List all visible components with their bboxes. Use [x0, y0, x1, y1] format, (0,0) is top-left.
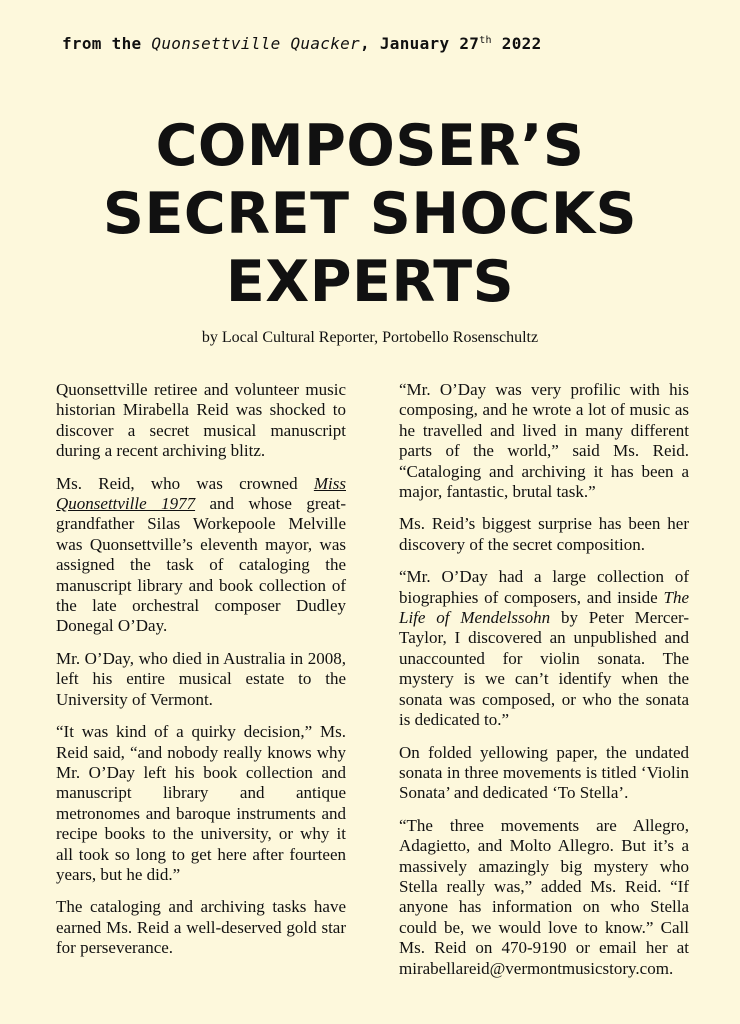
paragraph: “It was kind of a quirky decision,” Ms. Reid said, “and nobody really knows why Mr. O’Day left his book collection and manuscript library and antique metronomes and baroque instruments and recipe books to the university, or why it all took so long to get here after fourteen years, but he did.”: [56, 722, 346, 884]
byline: by Local Cultural Reporter, Portobello Rosenschultz: [201, 329, 539, 346]
headline-line-2: SECRET SHOCKS: [102, 181, 638, 247]
article-column-left: [56, 380, 346, 971]
paragraph: “The three movements are Allegro, Adagietto, and Molto Allegro. But it’s a massively amazingly big mystery who Stella really was,” added Ms. Reid. “If anyone has information on who Stella could be, we would love to know.” Call Ms. Reid on 470-9190 or email her at mirabellareid@vermontmusicstory.com.: [399, 815, 689, 978]
dateline-month: January 27: [379, 34, 480, 53]
headline: [60, 112, 680, 316]
paragraph: “Mr. O’Day was very profilic with his composing, and he wrote a lot of music as he travelled and lived in many different parts of the world,” said Ms. Reid. “Cataloging and archiving it has been a major, fantastic, brutal task.”: [399, 380, 689, 502]
dateline-comma: ,: [360, 34, 370, 53]
paragraph-text: and whose great-grandfather Silas Workepoole Melville was Quonsettville’s eleventh mayor, was assigned the task of cataloging the manuscript library and book collection of the late orchestral composer Dudley Donegal O’Day.: [56, 494, 346, 636]
paragraph: The cataloging and archiving tasks have earned Ms. Reid a well-deserved gold star for perseverance.: [56, 897, 346, 958]
dateline-prefix: from the: [62, 34, 142, 53]
headline-line-1: COMPOSER’S: [155, 113, 585, 179]
dateline-day-suffix: th: [479, 35, 492, 46]
paragraph: Quonsettville retiree and volunteer music historian Mirabella Reid was shocked to discover a secret musical manuscript during a recent archiving blitz.: [56, 380, 346, 461]
paragraph: Ms. Reid’s biggest surprise has been her discovery of the secret composition.: [399, 514, 689, 554]
paragraph: [399, 567, 689, 730]
book-title: The Life of Mendelssohn: [399, 587, 689, 628]
dateline-year: 2022: [491, 34, 542, 53]
paragraph: On folded yellowing paper, the undated sonata in three movements is titled ‘Violin Sonata’ and dedicated ‘To Stella’.: [399, 742, 689, 803]
pageant-title: Miss Quonsettville 1977: [56, 473, 346, 514]
paragraph-text: by Peter Mercer-Taylor, I discovered an unpublished and unaccounted for violin sonata. The mystery is we can’t identify when the sonata was composed, or who the sonata is dedicated to.”: [399, 608, 689, 730]
article-column-right: [399, 380, 689, 991]
paragraph: Mr. O’Day, who died in Australia in 2008, left his entire musical estate to the University of Vermont.: [56, 648, 346, 709]
headline-line-3: EXPERTS: [225, 249, 515, 315]
paragraph-text: “Mr. O’Day had a large collection of biographies of composers, and inside: [399, 567, 689, 607]
paragraph-text: Ms. Reid, who was crowned: [56, 473, 314, 493]
publication-name: Quonsettville Quacker: [151, 34, 360, 53]
paragraph: [56, 474, 346, 637]
dateline: [62, 34, 542, 53]
